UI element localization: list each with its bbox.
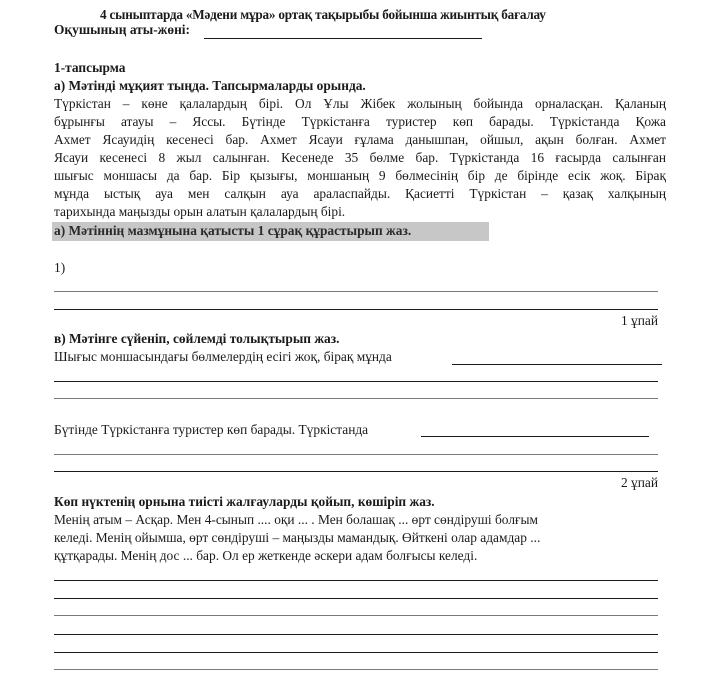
sentence-1-blank[interactable] [452, 364, 662, 365]
sentence-prompt-1: Шығыс моншасындағы бөлмелердің есігі жоқ, бірақ мұнда [54, 349, 392, 364]
passage-line: Түркістан – көне қалалардың бірі. Ол Ұлы Жібек жолының бойында орналасқан. Қаланың [54, 96, 666, 111]
task-heading: 1-тапсырма [54, 60, 126, 75]
answer-line[interactable] [54, 381, 658, 382]
answer-line[interactable] [54, 291, 658, 292]
reading-passage [54, 95, 666, 221]
endings-text-line: келеді. Менің ойымша, өрт сөндіруші – маңызды мамандық. Өйткені олар адамдар ... [54, 530, 541, 545]
passage-line: Ахмет Ясауидің кесенесі бар. Ахмет Ясауи ғұлама данышпан, ойшыл, ақын болған. Ахмет [54, 132, 666, 147]
answer-line[interactable] [54, 454, 658, 455]
student-name-field[interactable] [204, 38, 482, 39]
passage-line: тарихында маңызды орын алатын қалалардың бірі. [54, 204, 346, 219]
answer-line[interactable] [54, 398, 658, 399]
answer-line[interactable] [54, 580, 658, 581]
points-label: 2 ұпай [621, 475, 659, 490]
question-instruction: а) Мәтіннің мазмұнына қатысты 1 сұрақ құрастырып жаз. [54, 223, 412, 238]
points-label: 1 ұпай [621, 313, 659, 328]
answer-line[interactable] [54, 471, 658, 472]
passage-line: бұрынғы атауы – Яссы. Бүтінде Түркістанға туристер көп барады. Түркістанда Қожа [54, 114, 666, 129]
answer-line[interactable] [54, 598, 658, 599]
document-title: 4 сыныптарда «Мәдени мұра» ортақ тақырыбы бойынша жиынтық бағалау [100, 7, 546, 22]
listening-instruction: а) Мәтінді мұқият тыңда. Тапсырмаларды орында. [54, 78, 366, 93]
sentence-prompt-2: Бүтінде Түркістанға туристер көп барады. Түркістанда [54, 422, 369, 437]
passage-line: мұнда ыстық ауа мен салқын ауа араласпайды. Қасиетті Түркістан – қазақ халқының [54, 186, 666, 201]
endings-text-line: Менің атым – Асқар. Мен 4-сынып .... оқи ... . Мен болашақ ... өрт сөндіруші болғым [54, 512, 538, 527]
passage-line: шығыс моншасы да бар. Бір қызығы, моншаның 9 бөлмесінің бір де бірінде есік жоқ. Бірақ [54, 168, 666, 183]
completion-instruction: в) Мәтінге сүйеніп, сөйлемді толықтырып жаз. [54, 331, 340, 346]
question-item-label: 1) [54, 260, 66, 275]
answer-line[interactable] [54, 634, 658, 635]
answer-line[interactable] [54, 309, 658, 310]
passage-line: Ясауи кесенесі 8 жыл салынған. Кесенеде 35 бөлме бар. Түркістанда 16 ғасырда салынған [54, 150, 666, 165]
endings-text-line: құтқарады. Менің дос ... бар. Ол ер жеткенде әскери адам болғысы келеді. [54, 548, 478, 563]
student-name-label: Оқушының аты-жөні: [54, 22, 190, 37]
answer-line[interactable] [54, 652, 658, 653]
answer-line[interactable] [54, 615, 658, 616]
sentence-2-blank[interactable] [421, 436, 649, 437]
answer-line[interactable] [54, 669, 658, 670]
endings-instruction: Көп нүктенің орнына тиісті жалғауларды қойып, көшіріп жаз. [54, 494, 435, 509]
